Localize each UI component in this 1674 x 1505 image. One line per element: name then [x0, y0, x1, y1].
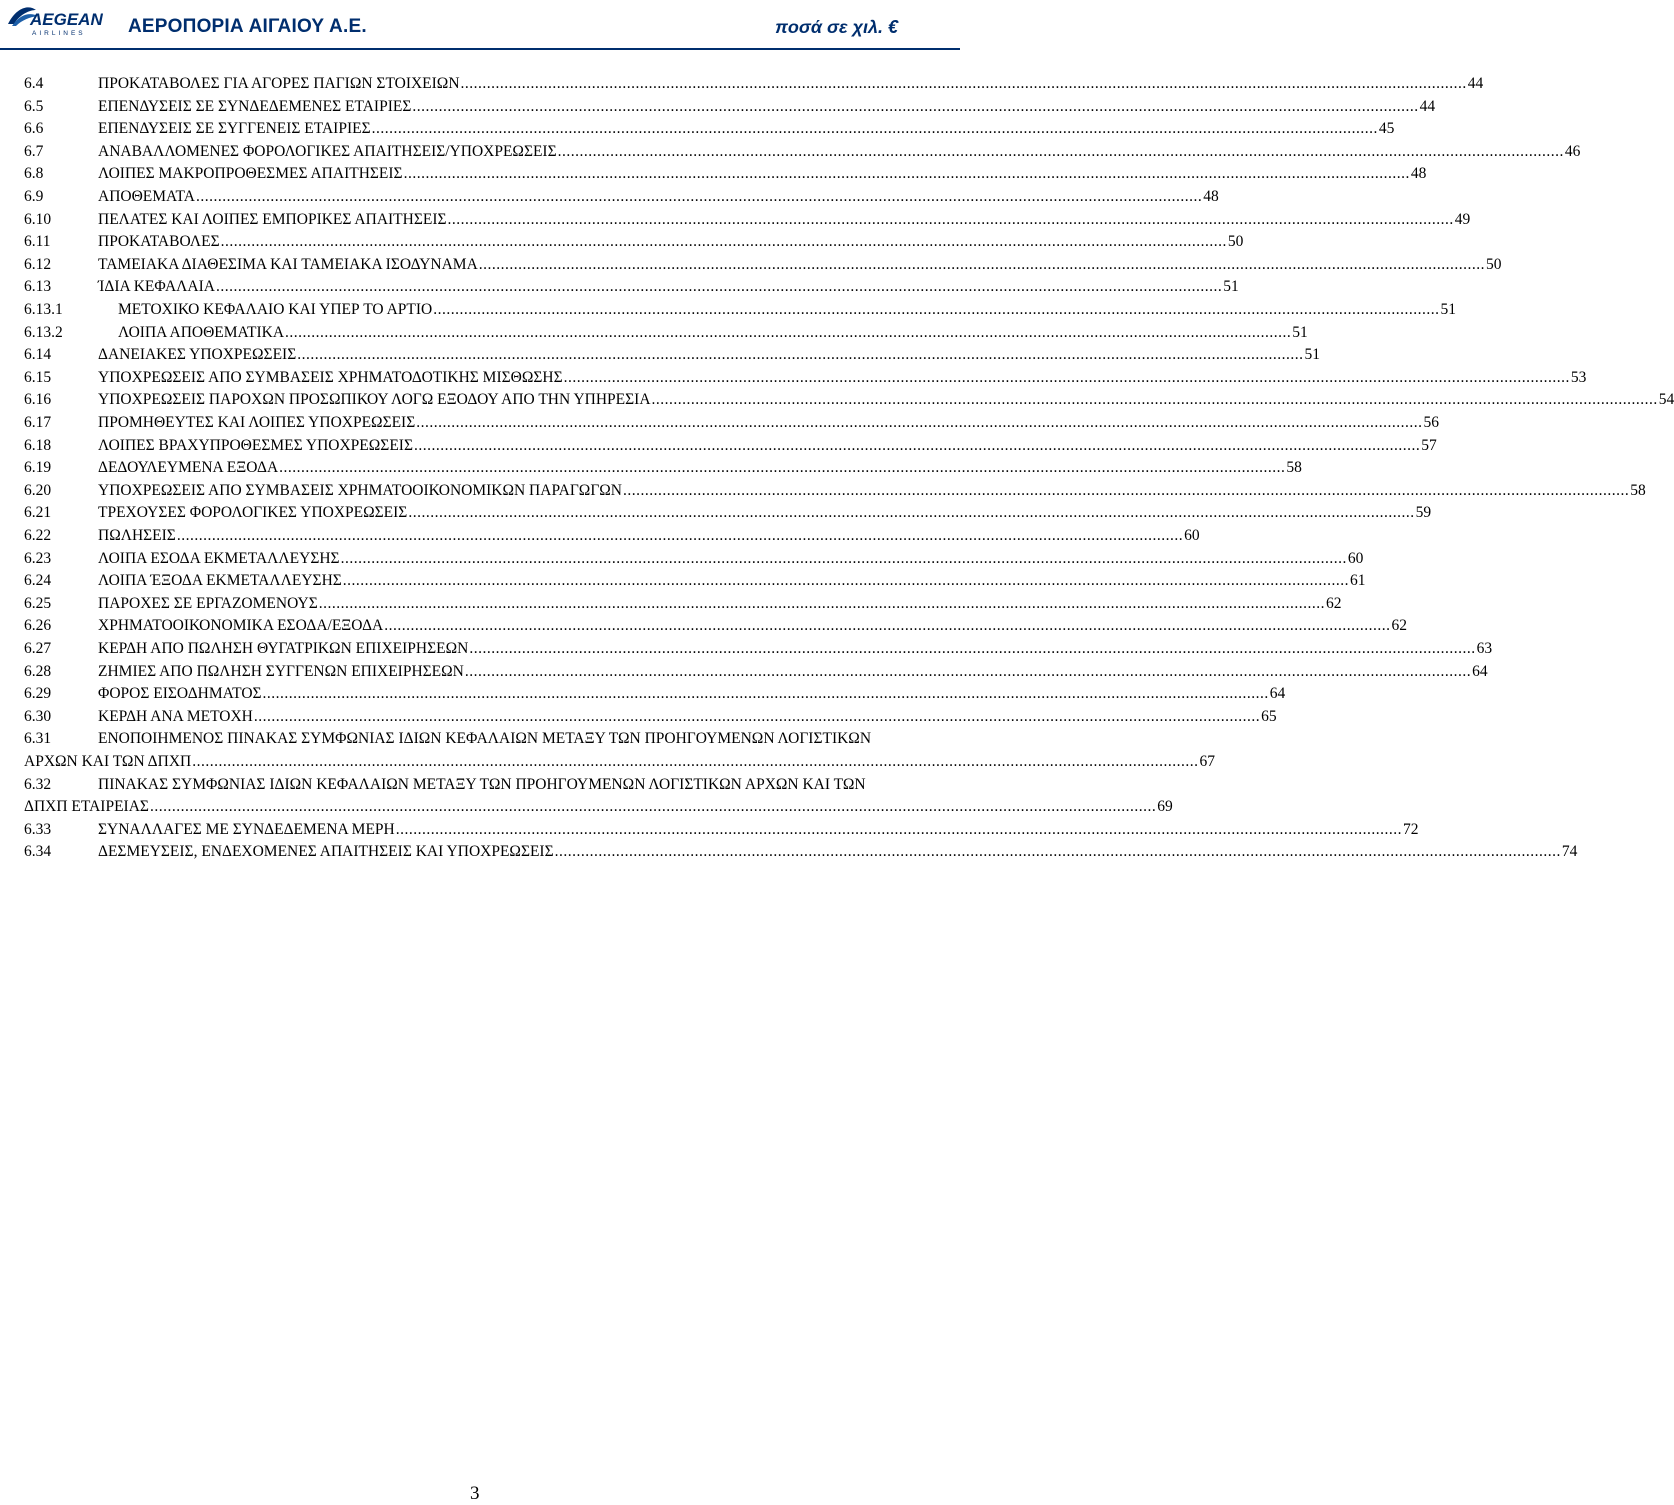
toc-entry-page: 53 [1570, 368, 1587, 386]
page-number: 3 [470, 1483, 480, 1504]
toc-entry-title: ΥΠΟΧΡΕΩΣΕΙΣ ΑΠΟ ΣΥΜΒΑΣΕΙΣ ΧΡΗΜΑΤΟΔΟΤΙΚΗΣ ΜΙΣΘΩΣΗΣ [98, 368, 563, 386]
toc-entry-continuation[interactable] [24, 796, 1173, 818]
toc-entry[interactable] [24, 638, 1493, 660]
toc-entry[interactable] [24, 367, 1587, 389]
toc-entry-number: 6.12 [24, 255, 52, 273]
toc-entry-number: 6.10 [24, 210, 52, 228]
toc-entry-page: 57 [1421, 436, 1437, 454]
toc-entry-page: 56 [1423, 414, 1439, 431]
toc-leader-dots [343, 570, 1349, 592]
toc-entry-title: ΚΕΡΔΗ ΑΝΑ ΜΕΤΟΧΗ [98, 707, 253, 725]
toc-entry[interactable] [24, 525, 1200, 547]
toc-leader-dots [216, 276, 1222, 298]
toc-entry-title: ΥΠΟΧΡΕΩΣΕΙΣ ΑΠΟ ΣΥΜΒΑΣΕΙΣ ΧΡΗΜΑΤΟΟΙΚΟΝΟΜΙΚΩΝ ΠΑΡΑΓΩΓΩΝ [98, 481, 623, 499]
toc-entry[interactable] [24, 728, 953, 750]
toc-leader-dots [404, 163, 1410, 185]
toc-entry-title: ΛΟΙΠΕΣ ΜΑΚΡΟΠΡΟΘΕΣΜΕΣ ΑΠΑΙΤΗΣΕΙΣ [98, 165, 403, 183]
toc-entry-number: 6.11 [24, 233, 51, 251]
toc-entry[interactable] [24, 412, 1439, 434]
toc-entry-title: ΠΩΛΗΣΕΙΣ [98, 527, 176, 544]
toc-entry[interactable] [24, 118, 1395, 140]
toc-entry-number: 6.26 [24, 617, 52, 635]
toc-entry[interactable] [24, 163, 1427, 185]
toc-entry-page: 50 [1486, 255, 1502, 273]
toc-leader-dots [372, 118, 1378, 140]
toc-entry[interactable] [24, 96, 1436, 118]
toc-entry[interactable] [24, 502, 1432, 524]
company-name: ΑΕΡΟΠΟΡΙΑ ΑΙΓΑΙΟΥ Α.Ε. [128, 16, 367, 37]
toc-entry-title: ΠΡΟΜΗΘΕΥΤΕΣ ΚΑΙ ΛΟΙΠΕΣ ΥΠΟΧΡΕΩΣΕΙΣ [98, 414, 416, 431]
toc-entry[interactable] [24, 774, 953, 796]
toc-entry-page: 58 [1286, 459, 1302, 477]
toc-leader-dots [150, 796, 1156, 818]
toc-leader-dots [555, 841, 1561, 863]
logo-subtext: AIRLINES [32, 30, 86, 37]
toc-entry-number: 6.4 [24, 75, 44, 92]
toc-entry-number: 6.23 [24, 549, 52, 567]
toc-entry-number: 6.17 [24, 414, 52, 431]
toc-leader-dots [341, 548, 1347, 570]
toc-entry[interactable] [24, 344, 1320, 366]
toc-entry-page: 59 [1415, 504, 1432, 522]
toc-entry[interactable] [24, 73, 1484, 95]
toc-entry-title: ΠΙΝΑΚΑΣ ΣΥΜΦΩΝΙΑΣ ΙΔΙΩΝ ΚΕΦΑΛΑΙΩΝ ΜΕΤΑΞΥ ΤΩΝ ΠΡΟΗΓΟΥΜΕΝΩΝ ΛΟΓΙΣΤΙΚΩΝ ΑΡΧΩΝ ΚΑΙ ΤΩΝ [98, 775, 866, 793]
toc-entry-page: 60 [1184, 527, 1200, 544]
toc-entry[interactable] [24, 661, 1488, 683]
toc-entry-page: 64 [1472, 662, 1488, 680]
toc-entry-title: ΔΕΣΜΕΥΣΕΙΣ, ΕΝΔΕΧΟΜΕΝΕΣ ΑΠΑΙΤΗΣΕΙΣ ΚΑΙ ΥΠΟΧΡΕΩΣΕΙΣ [98, 843, 554, 861]
toc-entry-page: 50 [1227, 233, 1244, 251]
toc-entry-number: 6.15 [24, 368, 52, 386]
toc-entry-number: 6.6 [24, 120, 44, 138]
toc-entry-number: 6.16 [24, 391, 52, 409]
toc-leader-dots [396, 819, 1402, 841]
toc-entry[interactable] [24, 322, 1308, 344]
toc-entry-number: 6.19 [24, 459, 52, 477]
toc-leader-dots [469, 638, 1475, 660]
toc-entry-title: ΤΡΕΧΟΥΣΕΣ ΦΟΡΟΛΟΓΙΚΕΣ ΥΠΟΧΡΕΩΣΕΙΣ [98, 504, 408, 522]
toc-entry-page: 67 [1199, 753, 1215, 770]
toc-entry-title: ΠΕΛΑΤΕΣ ΚΑΙ ΛΟΙΠΕΣ ΕΜΠΟΡΙΚΕΣ ΑΠΑΙΤΗΣΕΙΣ [98, 210, 447, 228]
toc-entry-number: 6.13.2 [24, 323, 63, 341]
toc-entry-page: 49 [1454, 210, 1471, 228]
toc-entry-title: ΔΑΝΕΙΑΚΕΣ ΥΠΟΧΡΕΩΣΕΙΣ [98, 346, 297, 364]
toc-entry[interactable] [24, 276, 1239, 298]
toc-leader-dots [263, 683, 1269, 705]
toc-entry-number: 6.5 [24, 97, 44, 115]
toc-entry-title: ΕΠΕΝΔΥΣΕΙΣ ΣΕ ΣΥΝΔΕΔΕΜΕΝΕΣ ΕΤΑΙΡΙΕΣ [98, 97, 412, 115]
toc-entry-number: 6.34 [24, 843, 52, 861]
toc-entry-number: 6.8 [24, 165, 44, 183]
toc-entry-number: 6.32 [24, 775, 52, 793]
toc-entry[interactable] [24, 299, 1456, 321]
toc-leader-dots [254, 706, 1260, 728]
toc-entry-number: 6.30 [24, 707, 52, 725]
toc-entry-page: 63 [1476, 640, 1493, 657]
logo-wordmark: AEGEAN [30, 10, 103, 29]
toc-leader-dots [623, 480, 1629, 502]
toc-entry-page: 46 [1564, 142, 1581, 160]
toc-leader-dots [448, 209, 1454, 231]
toc-leader-dots [279, 457, 1285, 479]
toc-entry-page: 58 [1630, 481, 1646, 499]
toc-entry-page: 51 [1440, 301, 1456, 318]
toc-entry-page: 65 [1261, 707, 1277, 725]
toc-leader-dots [479, 254, 1485, 276]
toc-entry-page: 44 [1419, 97, 1436, 115]
toc-entry-number: 6.31 [24, 730, 52, 748]
toc-leader-dots [177, 525, 1183, 547]
toc-entry-page: 62 [1391, 617, 1407, 635]
toc-entry-title: ΛΟΙΠΑ ΕΣΟΔΑ ΕΚΜΕΤΑΛΛΕΥΣΗΣ [98, 549, 340, 567]
header-divider [0, 48, 960, 50]
toc-leader-dots [192, 751, 1198, 773]
toc-entry-page: 54 [1658, 391, 1674, 409]
toc-entry[interactable] [24, 570, 1366, 592]
toc-entry-title: ΛΟΙΠΑ ΑΠΟΘΕΜΑΤΙΚΑ [118, 323, 285, 341]
toc-entry-title-cont: ΑΡΧΩΝ ΚΑΙ ΤΩΝ ΔΠΧΠ [24, 753, 192, 770]
toc-entry[interactable] [24, 141, 1581, 163]
toc-entry-number: 6.14 [24, 346, 52, 364]
toc-entry-number: 6.33 [24, 820, 52, 838]
toc-entry[interactable] [24, 457, 1302, 479]
toc-entry-title: ΛΟΙΠΑ ΈΞΟΔΑ ΕΚΜΕΤΑΛΛΕΥΣΗΣ [98, 572, 342, 590]
toc-entry-title: ΣΥΝΑΛΛΑΓΕΣ ΜΕ ΣΥΝΔΕΔΕΜΕΝΑ ΜΕΡΗ [98, 820, 395, 838]
toc-entry-number: 6.27 [24, 640, 52, 657]
toc-entry-page: 61 [1350, 572, 1366, 590]
toc-entry-title: ΤΑΜΕΙΑΚΑ ΔΙΑΘΕΣΙΜΑ ΚΑΙ ΤΑΜΕΙΑΚΑ ΙΣΟΔΥΝΑΜΑ [98, 255, 478, 273]
toc-entry-page: 51 [1304, 346, 1320, 364]
toc-entry[interactable] [24, 706, 1277, 728]
toc-entry-number: 6.29 [24, 685, 52, 703]
toc-entry-title: ΕΠΕΝΔΥΣΕΙΣ ΣΕ ΣΥΓΓΕΝΕΙΣ ΕΤΑΙΡΙΕΣ [98, 120, 371, 138]
toc-entry-number: 6.21 [24, 504, 52, 522]
toc-entry[interactable] [24, 841, 1578, 863]
toc-leader-dots [558, 141, 1564, 163]
toc-entry-title: ΦΟΡΟΣ ΕΙΣΟΔΗΜΑΤΟΣ [98, 685, 262, 703]
toc-entry-page: 45 [1378, 120, 1395, 138]
toc-leader-dots [285, 322, 1291, 344]
toc-entry-title: ΠΑΡΟΧΕΣ ΣΕ ΕΡΓΑΖΟΜΕΝΟΥΣ [98, 594, 318, 612]
toc-entry[interactable] [24, 819, 1419, 841]
page-header [0, 0, 960, 52]
toc-leader-dots [196, 186, 1202, 208]
toc-entry-number: 6.28 [24, 662, 52, 680]
aegean-logo-graphic [6, 4, 103, 38]
toc-entry-title: ΛΟΙΠΕΣ ΒΡΑΧΥΠΡΟΘΕΣΜΕΣ ΥΠΟΧΡΕΩΣΕΙΣ [98, 436, 413, 454]
toc-entry-number: 6.13 [24, 278, 52, 296]
toc-leader-dots [408, 502, 1414, 524]
toc-entry-number: 6.22 [24, 527, 52, 544]
toc-entry-number: 6.20 [24, 481, 52, 499]
toc-leader-dots [412, 96, 1418, 118]
toc-entry-title: ΠΡΟΚΑΤΑΒΟΛΕΣ ΓΙΑ ΑΓΟΡΕΣ ΠΑΓΙΩΝ ΣΤΟΙΧΕΙΩΝ [98, 75, 460, 92]
toc-leader-dots [297, 344, 1303, 366]
toc-entry[interactable] [24, 593, 1342, 615]
toc-leader-dots [461, 73, 1467, 95]
toc-entry[interactable] [24, 683, 1286, 705]
toc-entry-title: ΔΕΔΟΥΛΕΥΜΕΝΑ ΕΞΟΔΑ [98, 459, 279, 477]
toc-entry-title: ΊΔΙΑ ΚΕΦΑΛΑΙΑ [98, 278, 215, 296]
toc-entry[interactable] [24, 231, 1244, 253]
toc-entry-page: 74 [1561, 843, 1578, 861]
toc-entry-number: 6.7 [24, 142, 44, 160]
toc-entry-page: 72 [1402, 820, 1419, 838]
toc-entry[interactable] [24, 186, 1219, 208]
toc-entry[interactable] [24, 615, 1407, 637]
aegean-logo [6, 4, 103, 38]
toc-entry[interactable] [24, 254, 1502, 276]
toc-entry-title: ΠΡΟΚΑΤΑΒΟΛΕΣ [98, 233, 220, 251]
toc-entry-title: ΧΡΗΜΑΤΟΟΙΚΟΝΟΜΙΚΑ ΕΣΟΔΑ/ΕΞΟΔΑ [98, 617, 384, 635]
toc-leader-dots [416, 412, 1422, 434]
toc-entry-continuation[interactable] [24, 751, 1215, 773]
toc-entry-page: 44 [1467, 75, 1484, 92]
toc-entry-number: 6.18 [24, 436, 52, 454]
toc-entry-title: ΕΝΟΠΟΙΗΜΕΝΟΣ ΠΙΝΑΚΑΣ ΣΥΜΦΩΝΙΑΣ ΙΔΙΩΝ ΚΕΦΑΛΑΙΩΝ ΜΕΤΑΞΥ ΤΩΝ ΠΡΟΗΓΟΥΜΕΝΩΝ ΛΟΓΙΣΤΙΚΩΝ [98, 730, 872, 748]
toc-entry-page: 60 [1347, 549, 1364, 567]
toc-leader-dots [564, 367, 1570, 389]
toc-entry-title: ΚΕΡΔΗ ΑΠΟ ΠΩΛΗΣΗ ΘΥΓΑΤΡΙΚΩΝ ΕΠΙΧΕΙΡΗΣΕΩΝ [98, 640, 469, 657]
toc-entry[interactable] [24, 480, 1646, 502]
toc-entry[interactable] [24, 548, 1364, 570]
toc-entry-title: ΥΠΟΧΡΕΩΣΕΙΣ ΠΑΡΟΧΩΝ ΠΡΟΣΩΠΙΚΟΥ ΛΟΓΩ ΕΞΟΔΟΥ ΑΠΟ ΤΗΝ ΥΠΗΡΕΣΙΑ [98, 391, 651, 409]
toc-leader-dots [384, 615, 1390, 637]
toc-entry-title: ΜΕΤΟΧΙΚΟ ΚΕΦΑΛΑΙΟ ΚΑΙ ΥΠΕΡ ΤΟ ΑΡΤΙΟ [118, 301, 433, 318]
toc-entry[interactable] [24, 209, 1471, 231]
toc-entry[interactable] [24, 389, 1674, 411]
toc-entry-page: 64 [1269, 685, 1286, 703]
toc-leader-dots [414, 435, 1420, 457]
toc-entry-page: 51 [1223, 278, 1239, 296]
toc-entry-title-cont: ΔΠΧΠ ΕΤΑΙΡΕΙΑΣ [24, 798, 149, 816]
units-note: ποσά σε χιλ. € [775, 17, 898, 37]
toc-entry-page: 48 [1410, 165, 1427, 183]
toc-leader-dots [465, 661, 1471, 683]
toc-entry-title: ΑΠΟΘΕΜΑΤΑ [98, 188, 195, 205]
toc-leader-dots [433, 299, 1439, 321]
toc-entry[interactable] [24, 435, 1437, 457]
toc-entry-number: 6.13.1 [24, 301, 63, 318]
toc-entry-number: 6.24 [24, 572, 52, 590]
toc-entry-number: 6.25 [24, 594, 52, 612]
toc-entry-page: 62 [1325, 594, 1342, 612]
toc-leader-dots [221, 231, 1227, 253]
toc-entry-number: 6.9 [24, 188, 44, 205]
toc-entry-page: 69 [1157, 798, 1173, 816]
toc-leader-dots [319, 593, 1325, 615]
toc-entry-title: ΑΝΑΒΑΛΛΟΜΕΝΕΣ ΦΟΡΟΛΟΓΙΚΕΣ ΑΠΑΙΤΗΣΕΙΣ/ΥΠΟΧΡΕΩΣΕΙΣ [98, 142, 557, 160]
toc-leader-dots [652, 389, 1658, 411]
toc-entry-page: 51 [1292, 323, 1308, 341]
toc-entry-page: 48 [1203, 188, 1219, 205]
toc-entry-title: ΖΗΜΙΕΣ ΑΠΟ ΠΩΛΗΣΗ ΣΥΓΓΕΝΩΝ ΕΠΙΧΕΙΡΗΣΕΩΝ [98, 662, 464, 680]
